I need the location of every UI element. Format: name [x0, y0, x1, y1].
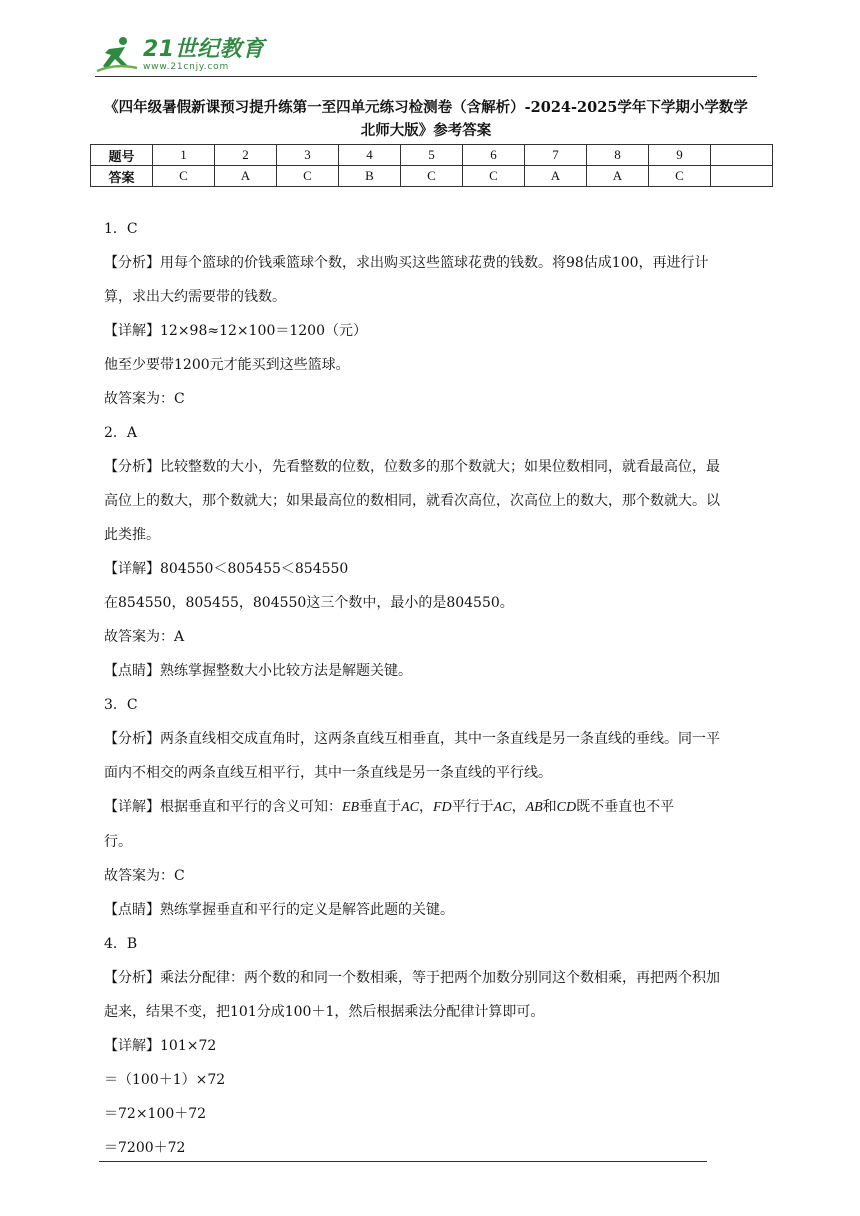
detail-text: 【详解】101×72: [104, 1038, 217, 1054]
answer-cell: C: [649, 166, 711, 187]
math-term: AC: [493, 800, 512, 815]
detail-text: 【详解】12×98≈12×100＝1200（元）: [104, 323, 367, 339]
detail-text-part: ，: [511, 799, 526, 815]
runner-logo-icon: [95, 35, 139, 75]
analysis-text: 面内不相交的两条直线互相平行，其中一条直线是另一条直线的平行线。: [104, 765, 552, 781]
logo-url: www.21cnjy.com: [143, 61, 230, 72]
conclusion-text: 故答案为：C: [104, 391, 185, 407]
question-number: 5: [401, 145, 463, 166]
page-header: [95, 28, 757, 78]
answer-heading: 4．B: [104, 936, 138, 952]
detail-text-part: 【详解】根据垂直和平行的含义可知：: [104, 799, 342, 815]
question-number: 1: [153, 145, 215, 166]
question-number: 3: [277, 145, 339, 166]
answer-heading: 3．C: [104, 697, 138, 713]
answer-explanations: [104, 212, 764, 1165]
question-number: 8: [587, 145, 649, 166]
analysis-text: 算，求出大约需要带的钱数。: [104, 289, 286, 305]
conclusion-text: 故答案为：A: [104, 629, 185, 645]
math-term: FD: [433, 800, 452, 815]
question-number: 7: [525, 145, 587, 166]
question-number: 6: [463, 145, 525, 166]
answer-heading: 1．C: [104, 221, 138, 237]
detail-text-part: 既不垂直也不平: [576, 799, 675, 815]
site-logo: [95, 34, 265, 76]
title-line-2: 北师大版》参考答案: [360, 122, 492, 139]
row-label-answer: 答案: [91, 166, 153, 187]
detail-text-part: 和: [542, 799, 557, 815]
detail-text: ＝（100＋1）×72: [104, 1072, 226, 1088]
insight-text: 【点睛】熟练掌握垂直和平行的定义是解答此题的关键。: [104, 902, 454, 918]
answer-table: [90, 144, 773, 187]
document-title: [95, 96, 757, 142]
logo-text: 21世纪教育: [143, 36, 265, 62]
analysis-text: 【分析】乘法分配律：两个数的和同一个数相乘，等于把两个加数分别同这个数相乘，再把两个积加: [104, 970, 720, 986]
detail-text: 【详解】804550＜805455＜854550: [104, 561, 349, 577]
analysis-text: 起来，结果不变，把101分成100＋1，然后根据乘法分配律计算即可。: [104, 1004, 545, 1020]
detail-text-part: 平行于: [451, 799, 494, 815]
math-term: AC: [401, 800, 419, 815]
answer-cell: A: [215, 166, 277, 187]
analysis-text: 【分析】比较整数的大小，先看整数的位数，位数多的那个数就大；如果位数相同，就看最高位，最: [104, 459, 720, 475]
detail-text: ＝7200＋72: [104, 1140, 186, 1156]
detail-text: 在854550，805455，804550这三个数中，最小的是804550。: [104, 595, 514, 611]
detail-text-part: 垂直于: [359, 799, 402, 815]
footer-divider: [99, 1161, 707, 1162]
detail-text-part: ，: [419, 799, 433, 815]
detail-text: 行。: [104, 834, 132, 850]
math-term: CD: [556, 800, 577, 815]
row-label-number: 题号: [91, 145, 153, 166]
analysis-text: 【分析】用每个篮球的价钱乘篮球个数，求出购买这些篮球花费的钱数。将98估成100，再进行计: [104, 255, 709, 271]
detail-text: [104, 790, 764, 825]
analysis-text: 此类推。: [104, 527, 160, 543]
detail-text: 他至少要带1200元才能买到这些篮球。: [104, 357, 350, 373]
answer-cell: C: [277, 166, 339, 187]
answer-cell: C: [401, 166, 463, 187]
answer-cell: A: [587, 166, 649, 187]
answer-cell: [711, 166, 773, 187]
math-term: EB: [342, 800, 360, 815]
question-number: 2: [215, 145, 277, 166]
answer-cell: A: [525, 166, 587, 187]
header-divider: [95, 76, 757, 77]
answer-table-row-answers: [91, 166, 773, 187]
question-number: [711, 145, 773, 166]
math-term: AB: [525, 800, 543, 815]
analysis-text: 高位上的数大，那个数就大；如果最高位的数相同，就看次高位，次高位上的数大，那个数就大。以: [104, 493, 720, 509]
answer-cell: C: [463, 166, 525, 187]
detail-text: ＝72×100＋72: [104, 1106, 207, 1122]
answer-table-row-numbers: [91, 145, 773, 166]
question-number: 4: [339, 145, 401, 166]
analysis-text: 【分析】两条直线相交成直角时，这两条直线互相垂直，其中一条直线是另一条直线的垂线。同一平: [104, 731, 720, 747]
title-line-1: 《四年级暑假新课预习提升练第一至四单元练习检测卷（含解析）-2024-2025学年下学期小学数学: [104, 99, 748, 116]
answer-heading: 2．A: [104, 425, 138, 441]
question-number: 9: [649, 145, 711, 166]
insight-text: 【点睛】熟练掌握整数大小比较方法是解题关键。: [104, 663, 412, 679]
conclusion-text: 故答案为：C: [104, 868, 185, 884]
answer-cell: C: [153, 166, 215, 187]
answer-cell: B: [339, 166, 401, 187]
